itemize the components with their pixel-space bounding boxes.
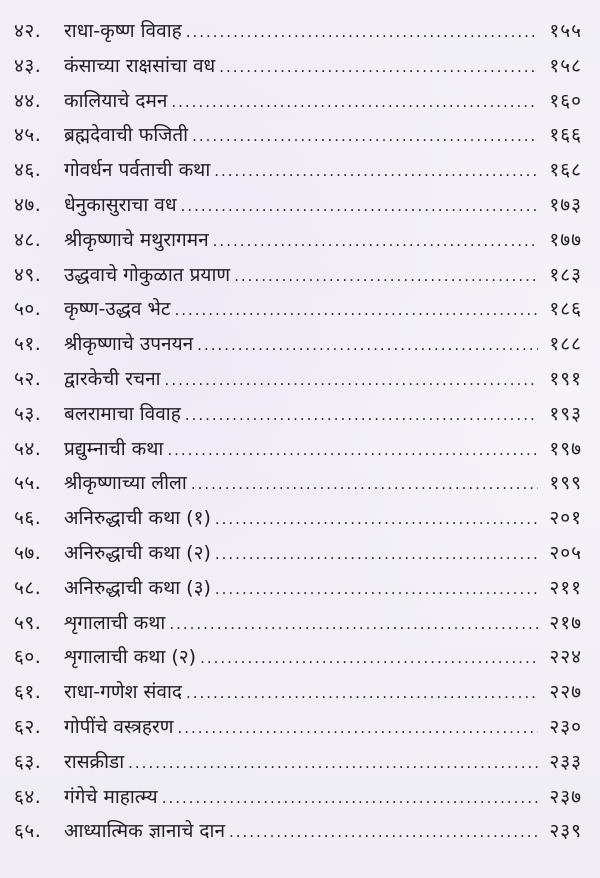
page-number: २०१ <box>549 507 582 530</box>
dot-leader <box>215 537 538 572</box>
dot-leader <box>167 433 538 468</box>
toc-entry <box>14 466 582 501</box>
chapter-title: बलरामाचा विवाह <box>64 402 181 425</box>
page-number: १९९ <box>549 472 582 495</box>
toc-entry <box>14 362 582 397</box>
dot-leader <box>186 676 538 711</box>
chapter-title: अनिरुद्धाची कथा (२) <box>64 541 211 564</box>
dot-leader <box>200 641 538 676</box>
dot-leader <box>162 781 538 816</box>
dot-leader <box>181 189 538 224</box>
chapter-title: गोपींचे वस्त्रहरण <box>64 715 174 738</box>
chapter-number: ४६. <box>14 159 42 182</box>
page-number: १९१ <box>549 367 582 390</box>
dot-leader <box>192 119 538 154</box>
chapter-title: श्रीकृष्णाच्या लीला <box>64 472 187 495</box>
page-number: २२४ <box>549 646 582 669</box>
dot-leader <box>219 50 538 85</box>
chapter-number: ५०. <box>14 298 42 321</box>
chapter-title: ब्रह्मदेवाची फजिती <box>64 124 189 147</box>
page-number: २११ <box>549 576 582 599</box>
chapter-title: राधा-कृष्ण विवाह <box>64 20 182 42</box>
page-number: १६६ <box>549 124 582 147</box>
toc-entry <box>14 640 582 675</box>
page-number: २२७ <box>549 681 582 704</box>
toc-entry <box>14 118 582 153</box>
dot-leader <box>215 502 538 537</box>
dot-leader <box>197 328 538 363</box>
dot-leader <box>234 259 538 294</box>
chapter-title: प्रद्युम्नाची कथा <box>64 437 164 460</box>
chapter-number: ५८. <box>14 576 42 599</box>
toc-entry <box>14 14 582 49</box>
chapter-number: ४९. <box>14 263 42 286</box>
chapter-number: ६५. <box>14 820 42 843</box>
chapter-title: श्रीकृष्णाचे मथुरागमन <box>64 228 209 251</box>
page-number: २३३ <box>549 750 582 773</box>
toc-entry <box>14 188 582 223</box>
chapter-number: ४८. <box>14 228 42 251</box>
chapter-number: ५४. <box>14 437 42 460</box>
dot-leader <box>128 746 538 781</box>
page-number: १७७ <box>549 228 582 251</box>
chapter-number: ६०. <box>14 646 42 669</box>
toc-entry <box>14 675 582 710</box>
chapter-number: ५९. <box>14 611 42 634</box>
chapter-title: अनिरुद्धाची कथा (३) <box>64 576 211 599</box>
dot-leader <box>215 572 538 607</box>
page-number: २३० <box>549 715 582 738</box>
chapter-title: श्रीकृष्णाचे उपनयन <box>64 333 194 356</box>
toc-entry <box>14 84 582 119</box>
dot-leader <box>171 85 538 120</box>
page-number: १७३ <box>549 193 582 216</box>
chapter-number: ४४. <box>14 89 42 112</box>
chapter-title: अनिरुद्धाची कथा (१) <box>64 507 211 530</box>
page-number: २१७ <box>549 611 582 634</box>
dot-leader <box>165 363 538 398</box>
dot-leader <box>213 224 538 259</box>
toc-entry <box>14 501 582 536</box>
chapter-number: ६४. <box>14 785 42 808</box>
chapter-title: कृष्ण-उद्धव भेट <box>64 298 171 321</box>
chapter-number: ५३. <box>14 402 42 425</box>
toc-entry <box>14 432 582 467</box>
chapter-number: ५५. <box>14 472 42 495</box>
dot-leader <box>174 293 538 328</box>
chapter-title: शृगालाची कथा <box>64 611 166 634</box>
dot-leader <box>229 815 538 850</box>
chapter-title: शृगालाची कथा (२) <box>64 646 197 669</box>
toc-entry <box>14 571 582 606</box>
toc-entry <box>14 327 582 362</box>
toc-entry <box>14 258 582 293</box>
chapter-number: ४७. <box>14 193 42 216</box>
toc-entry <box>14 223 582 258</box>
chapter-number: ४२. <box>14 20 42 42</box>
page-number: १८८ <box>549 333 582 356</box>
chapter-title: राधा-गणेश संवाद <box>64 681 182 704</box>
toc-entry <box>14 292 582 327</box>
chapter-number: ५१. <box>14 333 42 356</box>
toc-entry <box>14 780 582 815</box>
chapter-number: ४३. <box>14 54 42 77</box>
chapter-title: रासक्रीडा <box>64 750 125 773</box>
chapter-title: गोवर्धन पर्वताची कथा <box>64 159 211 182</box>
page-number: १५८ <box>549 54 582 77</box>
chapter-number: ५६. <box>14 507 42 530</box>
chapter-number: ६१. <box>14 681 42 704</box>
chapter-title: कालियाचे दमन <box>64 89 168 112</box>
chapter-title: उद्धवाचे गोकुळात प्रयाण <box>64 263 231 286</box>
toc-entry <box>14 745 582 780</box>
page-number: २३७ <box>549 785 582 808</box>
page-number: २०५ <box>549 541 582 564</box>
chapter-number: ५७. <box>14 541 42 564</box>
page-number: १९३ <box>549 402 582 425</box>
page-number: १६० <box>549 89 582 112</box>
chapter-number: ६२. <box>14 715 42 738</box>
dot-leader <box>185 398 538 433</box>
dot-leader <box>186 15 538 50</box>
table-of-contents <box>14 14 582 849</box>
toc-entry <box>14 153 582 188</box>
page-number: १८६ <box>549 298 582 321</box>
chapter-number: ६३. <box>14 750 42 773</box>
page-number: २३९ <box>549 820 582 843</box>
toc-entry <box>14 606 582 641</box>
dot-leader <box>191 467 538 502</box>
page-number: १८३ <box>549 263 582 286</box>
dot-leader <box>214 154 538 189</box>
chapter-title: कंसाच्या राक्षसांचा वध <box>64 54 216 77</box>
page-number: १६८ <box>549 159 582 182</box>
toc-entry <box>14 397 582 432</box>
page-number: १९७ <box>549 437 582 460</box>
toc-entry <box>14 49 582 84</box>
toc-entry <box>14 814 582 849</box>
page-number: १५५ <box>549 20 582 42</box>
chapter-number: ५२. <box>14 367 42 390</box>
dot-leader <box>177 711 538 746</box>
chapter-title: धेनुकासुराचा वध <box>64 193 177 216</box>
toc-entry <box>14 710 582 745</box>
dot-leader <box>169 607 538 642</box>
chapter-title: गंगेचे माहात्म्य <box>64 785 158 808</box>
toc-entry <box>14 536 582 571</box>
chapter-number: ४५. <box>14 124 42 147</box>
chapter-title: द्वारकेची रचना <box>64 367 161 390</box>
chapter-title: आध्यात्मिक ज्ञानाचे दान <box>64 820 225 843</box>
